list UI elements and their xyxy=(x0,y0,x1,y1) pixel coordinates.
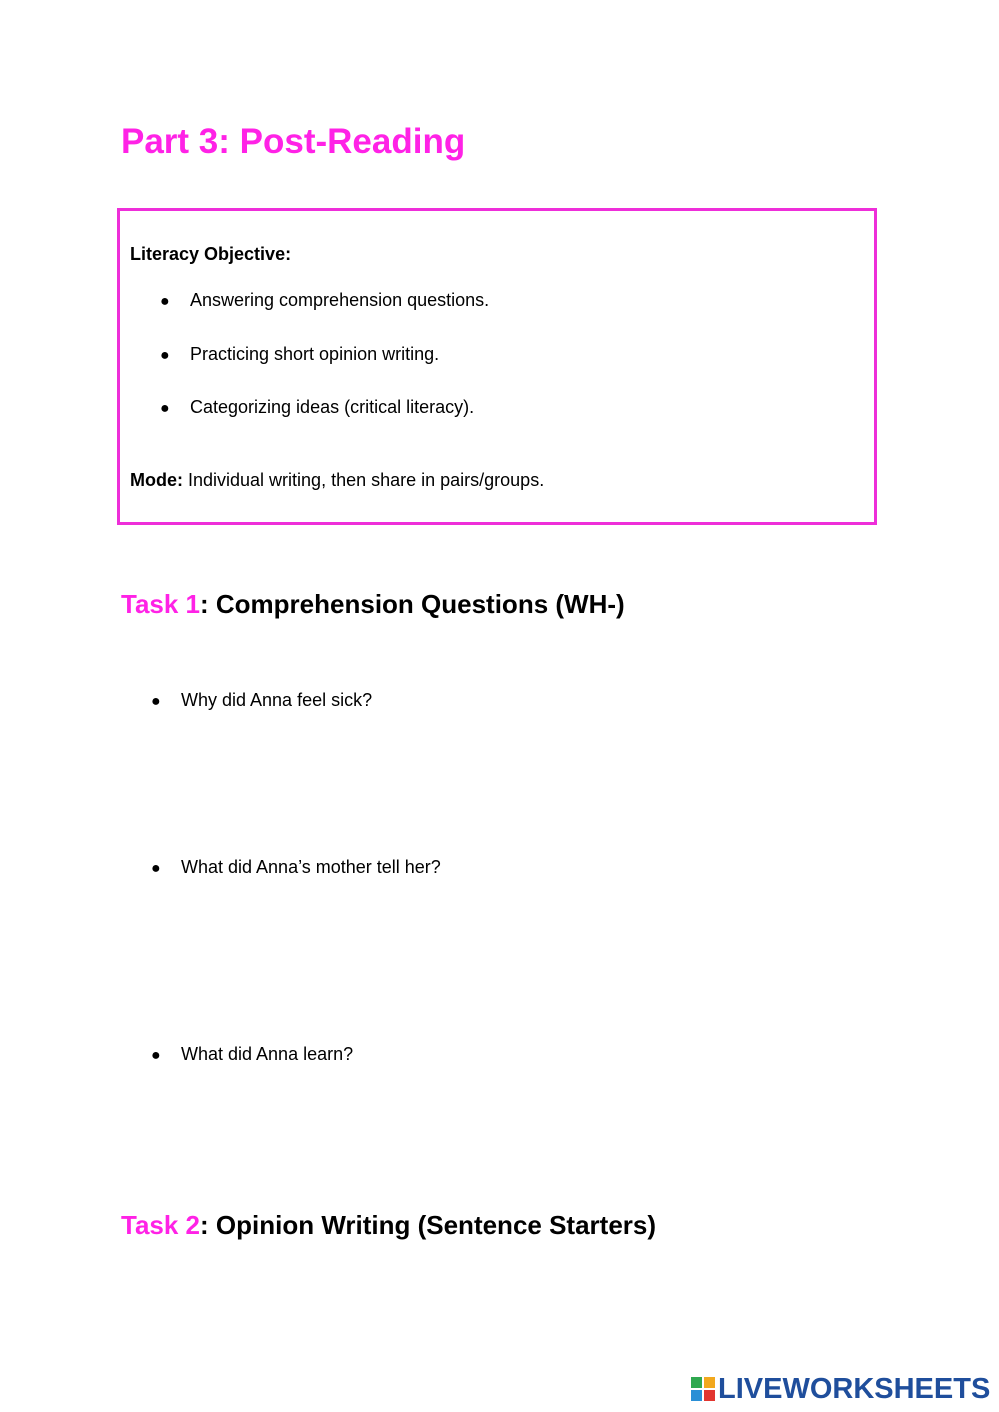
objective-box xyxy=(117,208,877,525)
task1-heading xyxy=(121,587,625,621)
question-text: What did Anna’s mother tell her? xyxy=(181,857,441,877)
bullet-icon: ● xyxy=(160,347,170,364)
objective-item xyxy=(160,343,439,367)
bullet-icon: ● xyxy=(151,693,161,710)
objective-item xyxy=(160,396,474,420)
objective-item-text: Categorizing ideas (critical literacy). xyxy=(190,397,475,417)
question-item xyxy=(151,856,441,880)
logo-icon xyxy=(691,1377,715,1401)
mode-text: Individual writing, then share in pairs/groups. xyxy=(183,470,545,490)
question-item xyxy=(151,689,372,713)
logo-text: LIVEWORKSHEETS xyxy=(718,1372,991,1405)
objective-item-text: Answering comprehension questions. xyxy=(190,290,490,310)
bullet-icon: ● xyxy=(151,1047,161,1064)
task2-title: : Opinion Writing (Sentence Starters) xyxy=(200,1210,657,1240)
objective-item-text: Practicing short opinion writing. xyxy=(190,344,440,364)
objective-label: Literacy Objective: xyxy=(130,244,292,264)
bullet-icon: ● xyxy=(160,293,170,310)
page-title: Part 3: Post-Reading xyxy=(121,122,466,161)
task1-title: : Comprehension Questions (WH-) xyxy=(200,589,625,619)
task2-number: Task 2 xyxy=(121,1210,201,1240)
bullet-icon: ● xyxy=(151,860,161,877)
question-item xyxy=(151,1043,353,1067)
objective-item xyxy=(160,289,489,313)
task1-number: Task 1 xyxy=(121,589,201,619)
question-text: What did Anna learn? xyxy=(181,1044,354,1064)
mode-label: Mode: xyxy=(130,470,183,490)
bullet-icon: ● xyxy=(160,400,170,417)
question-text: Why did Anna feel sick? xyxy=(181,690,373,710)
task2-heading xyxy=(121,1208,656,1242)
liveworksheets-logo xyxy=(691,1373,990,1405)
mode-line xyxy=(130,469,544,491)
